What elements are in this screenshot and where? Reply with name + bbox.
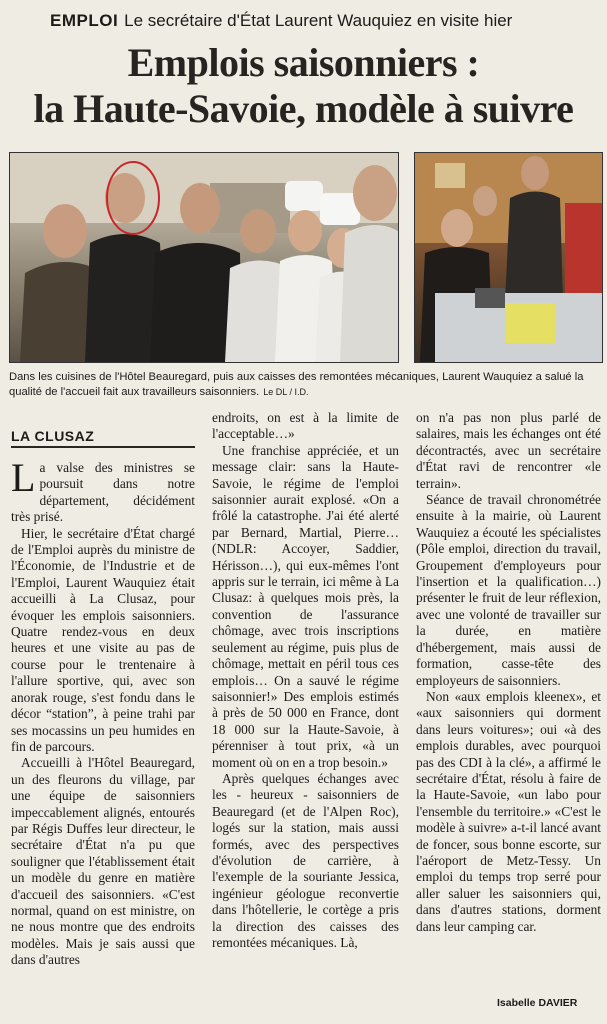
headline-line-1: Emplois saisonniers : [127,40,480,85]
paragraph: Non «aux emplois kleenex», et «aux saisonniers qui dorment dans leurs voitures»; oui «à des emplois durables, avec pourquoi pas des CDI à la clé», a affirmé le secrétaire d'État, résolu à faire de la Haute-Savoie, «un labo pour l'ensemble du territoire.» «C'est le modèle à suivre» a-t-il lancé avant de foncer, sous bonne escorte, sur l'aéroport de Metz-Tessy. Un emploi du temps trop serré pour aller saluer les saisonniers qui, dans d'autres stations, dorment dans leur camping car. [416,688,601,934]
ski-lift-photo-illustration [415,153,602,362]
caption-text: Dans les cuisines de l'Hôtel Beauregard, puis aux caisses des remontées mécaniques, Laurent Wauquiez a salué la qualité de l'accueil fait aux travailleurs saisonniers. [9,371,584,398]
drop-cap: L [11,455,36,500]
headline [0,40,607,132]
photo-caption [9,370,601,399]
article-column-1 [11,455,195,969]
article-column-2 [212,410,399,951]
paragraph [11,455,195,526]
photo-credit: Le DL / I.D. [263,386,309,397]
paragraph: Hier, le secrétaire d'État chargé de l'Emploi auprès du ministre de l'Économie, de l'Industrie et de l'Emploi, Laurent Wauquiez était accueilli à La Clusaz, pour évoquer les emplois saisonniers. Quatre rendez-vous en deux heures et une visite au pas de course pour le trentenaire à l'allure sportive, qui, avec son anorak rouge, s'est fondu dans le décor “station”, à peine trahi par ses mocassins un peu humides en fin de parcours. [11,525,195,754]
section-heading: LA CLUSAZ [11,428,195,448]
kicker-text: Le secrétaire d'État Laurent Wauquiez en visite hier [124,11,513,30]
headline-line-2: la Haute-Savoie, modèle à suivre [33,86,574,131]
rubric-label: EMPLOI [50,11,119,30]
kicker [50,10,590,32]
paragraph: endroits, on est à la limite de l'acceptable…» [212,410,399,442]
paragraph: Séance de travail chronométrée ensuite à la mairie, où Laurent Wauquiez a écouté les spécialistes (Pôle emploi, direction du travail, Groupement d'employeurs pour l'insertion et la qualification…) présenter le fruit de leur réflexion, avec une volonté de travailler sur la durée, en matière d'hébergement, mais aussi de formation, casse-tête des employeurs de saisonniers. [416,492,601,688]
paragraph: Accueilli à l'Hôtel Beauregard, un des fleurons du village, par une équipe de saisonniers impeccablement alignés, entourés par Régis Duffes leur directeur, le secrétaire d'État n'a pu que souligner que l'établissement était un modèle du genre en matière d'accueil des saisonniers. «C'est normal, quand on est ministre, on ne nous montre que des endroits modèles. Mais je sais aussi que dans d'autres [11,755,195,968]
article-column-3 [416,410,601,935]
paragraph-text: a valse des ministres se poursuit dans notre département, décidément très prisé. [11,460,195,525]
author-byline: Isabelle DAVIER [497,997,578,1009]
paragraph: Après quelques échanges avec les - heureux - saisonniers de Beauregard (et de l'Alpen Roc), logés sur la station, mais aussi formés, avec des perspectives d'évolution de carrière, à l'exemple de la souriante Jessica, ingénieur géologue reconvertie dans l'hôtellerie, le cortège a pris la direction des caisses des remontées mécaniques. Là, [212,770,399,950]
kitchen-photo [9,152,399,363]
ski-lift-counter-photo [414,152,603,363]
paragraph: on n'a pas non plus parlé de salaires, mais les échanges ont été décontractés, avec un secrétaire d'État ravi de rencontrer «le terrain». [416,410,601,491]
paragraph: Une franchise appréciée, et un message clair: sans la Haute-Savoie, le régime de l'emploi saisonnier aurait explosé. «On a frôlé la catastrophe. J'ai été alerté par Bernard, Martial, Pierre… (NDLR: Accoyer, Saddier, Hérisson…), qui eux-mêmes l'ont appris sur le terrain, ici même à La Clusaz: à quelques mois près, la convention de l'assurance chômage, avec trois inscriptions seulement au régime, puis plus de chômage, mettait en péril tous ces emplois… On a sauvé le régime saisonnier!» Des emplois estimés à près de 50 000 en France, dont 18 000 sur la Haute-Savoie, à pérenniser à tout prix, «à un moment où on en a trop besoin.» [212,442,399,770]
kitchen-photo-illustration [10,153,398,362]
